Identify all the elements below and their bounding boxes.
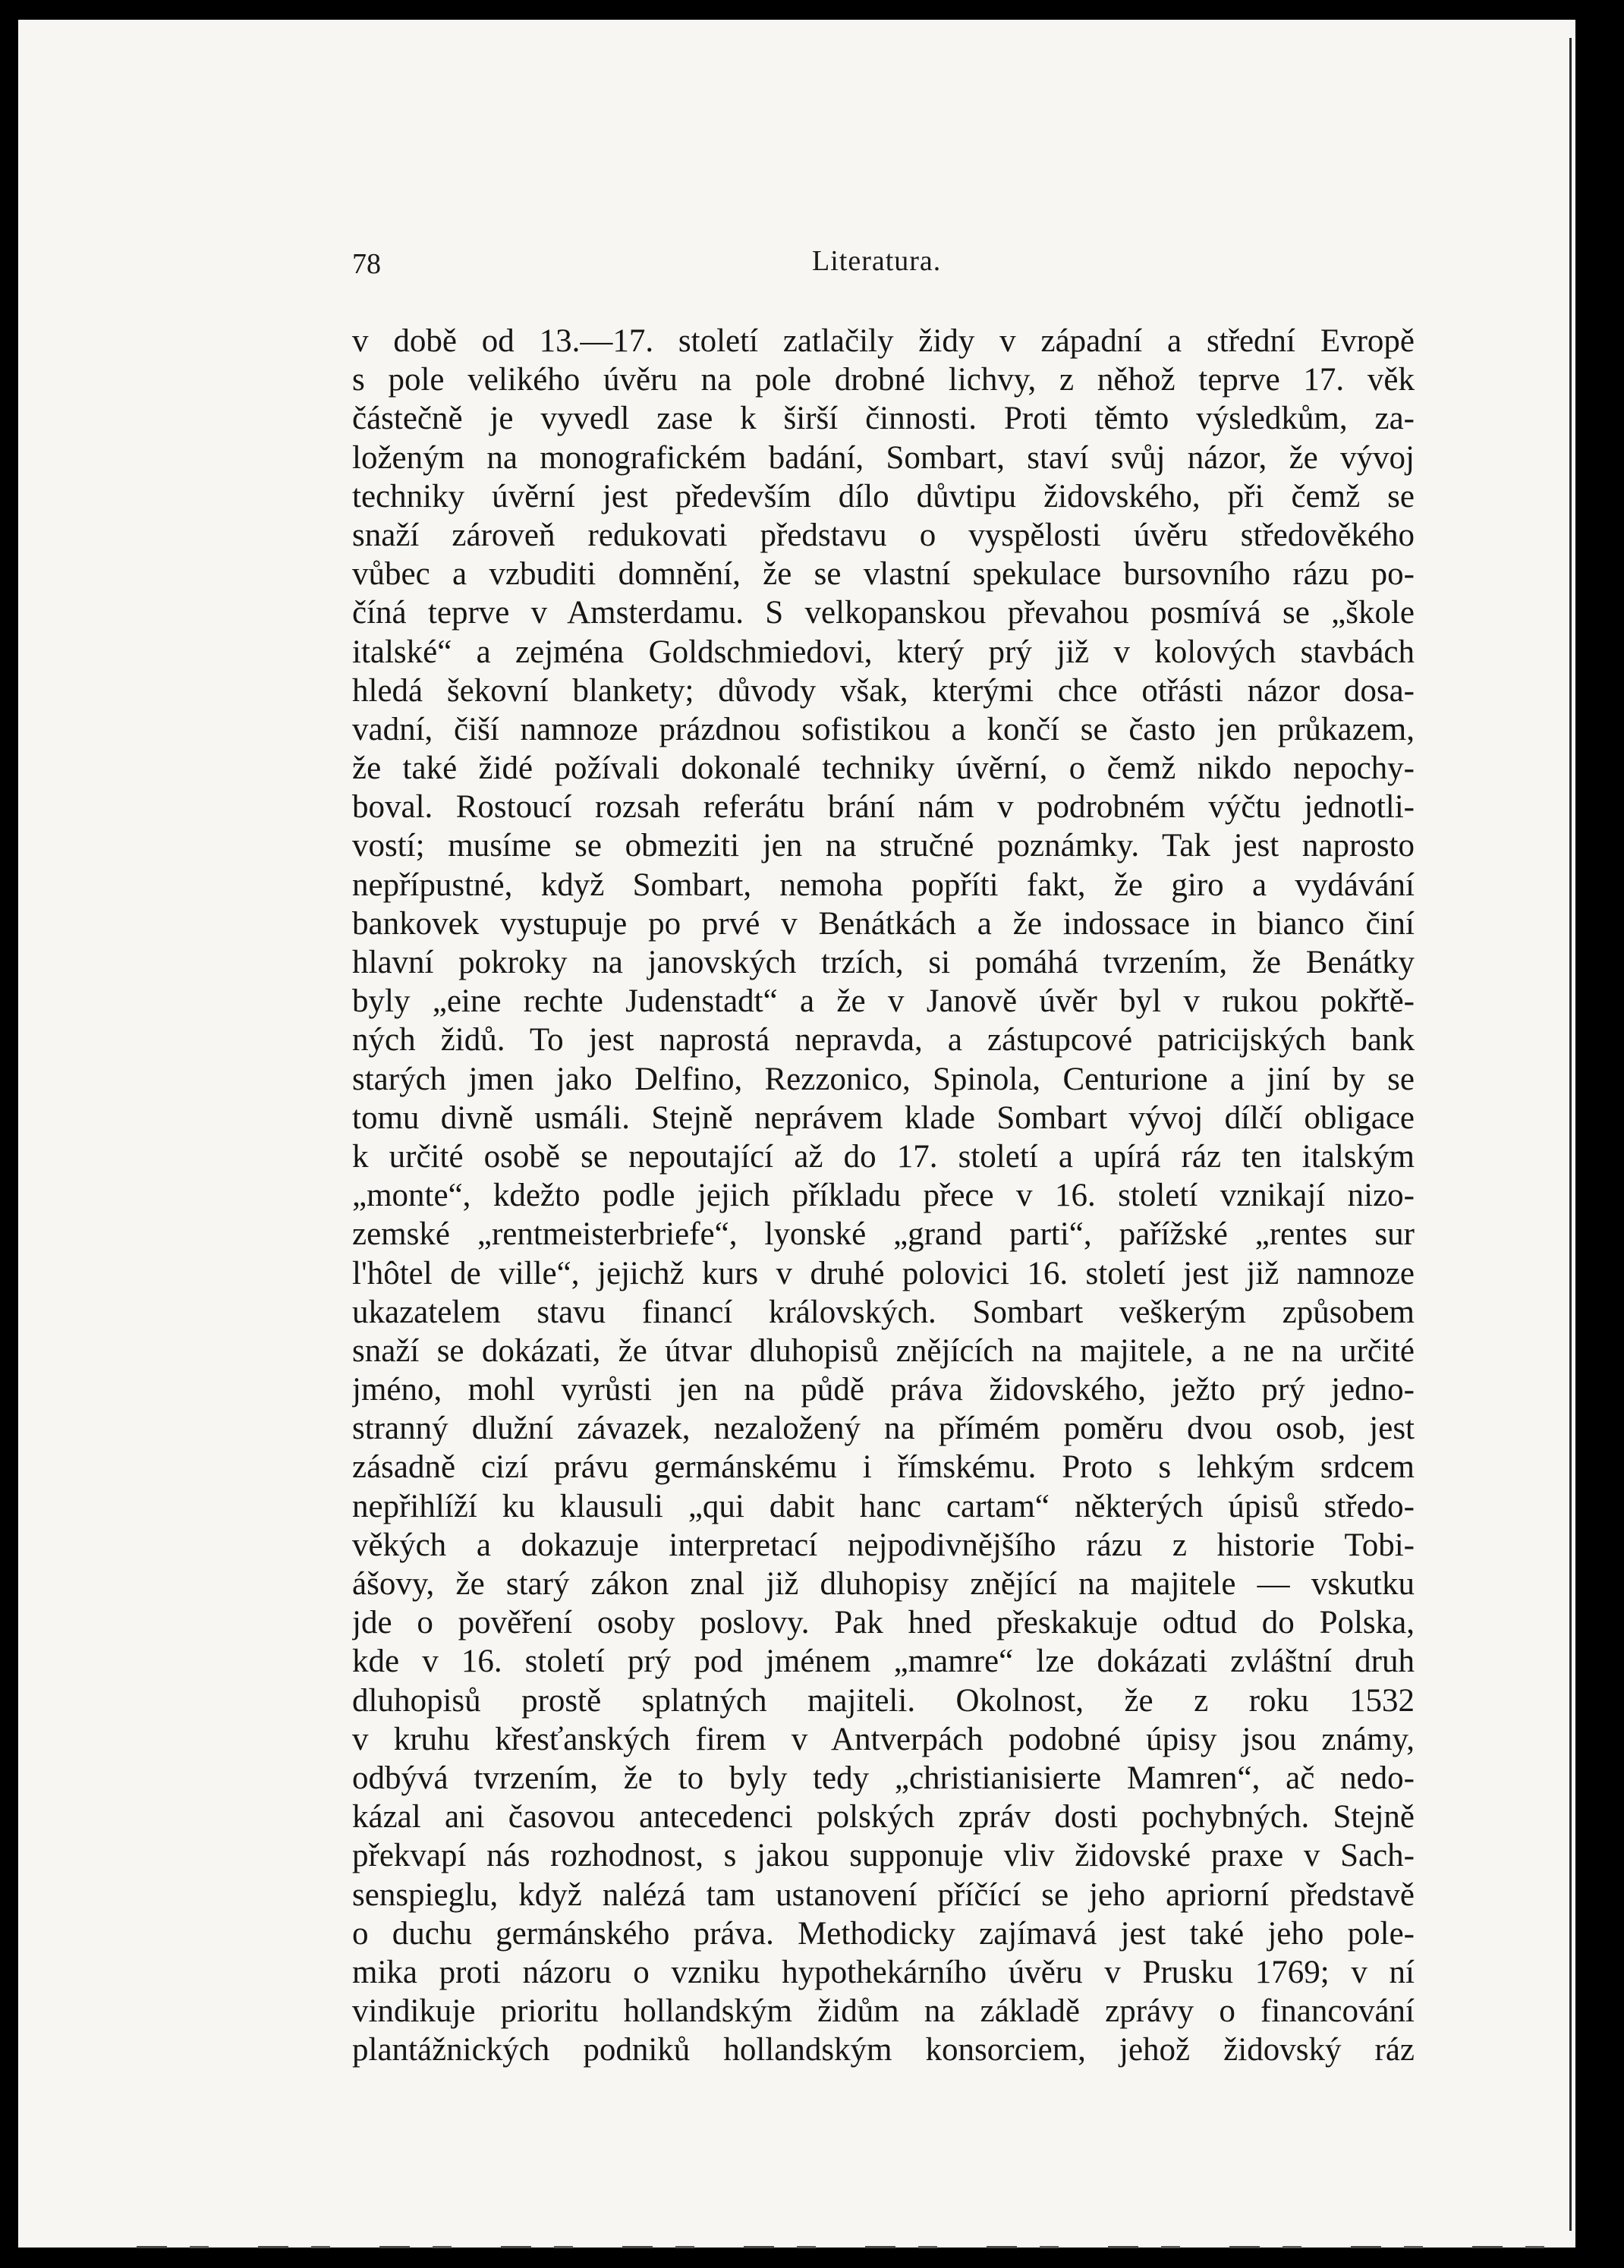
page-header [352,244,1415,290]
text-line: byly „eine rechte Judenstadt“ a že v Janově úvěr byl v rukou pokřtě- [352,983,1415,1020]
text-line: vostí; musíme se obmeziti jen na stručné poznámky. Tak jest naprosto [352,828,1415,864]
text-line: s pole velikého úvěru na pole drobné lichvy, z něhož teprve 17. věk [352,362,1415,398]
text-line: tomu divně usmáli. Stejně neprávem klade Sombart vývoj dílčí obligace [352,1099,1415,1136]
text-line: l'hôtel de ville“, jejichž kurs v druhé polovici 16. století jest již namnoze [352,1255,1415,1291]
text-line: že také židé požívali dokonalé techniky úvěrní, o čemž nikdo nepochy- [352,750,1415,787]
text-line: kde v 16. století prý pod jménem „mamre“ lze dokázati zvláštní druh [352,1644,1415,1680]
page-number: 78 [352,248,381,280]
text-line: jméno, mohl vyrůsti jen na půdě práva židovského, ježto prý jedno- [352,1372,1415,1408]
text-line: částečně je vyvedl zase k širší činnosti. Proti těmto výsledkům, za- [352,401,1415,437]
text-line: ášovy, že starý zákon znal již dluhopisy znějící na majitele — vskutku [352,1566,1415,1602]
text-line: starých jmen jako Delfino, Rezzonico, Spinola, Centurione a jiní by se [352,1061,1415,1097]
text-line: zásadně cizí právu germánskému i římskému. Proto s lehkým srdcem [352,1449,1415,1486]
text-line: ných židů. To jest naprostá nepravda, a zástupcové patricijských bank [352,1022,1415,1059]
running-title: Literatura. [812,245,942,277]
text-line: snaží zároveň redukovati představu o vyspělosti úvěru středověkého [352,517,1415,553]
text-line: odbývá tvrzením, že to byly tedy „christianisierte Mamren“, ač nedo- [352,1760,1415,1796]
text-line: číná teprve v Amsterdamu. S velkopanskou převahou posmívá se „škole [352,595,1415,631]
body-text [352,322,1415,2069]
text-line: jde o pověření osoby poslovy. Pak hned přeskakuje odtud do Polska, [352,1605,1415,1641]
text-line: boval. Rostoucí rozsah referátu brání nám v podrobném výčtu jednotli- [352,789,1415,826]
text-line: bankovek vystupuje po prvé v Benátkách a že indossace in bianco činí [352,905,1415,942]
text-line: loženým na monografickém badání, Sombart, staví svůj názor, že vývoj [352,439,1415,476]
scan-bottom-edge [137,2246,1563,2248]
text-line: snaží se dokázati, že útvar dluhopisů znějících na majitele, a ne na určité [352,1332,1415,1369]
text-line: k určité osobě se nepoutající až do 17. století a upírá ráz ten italským [352,1138,1415,1175]
text-line: stranný dlužní závazek, nezaložený na přímém poměru dvou osob, jest [352,1411,1415,1447]
text-line: v kruhu křesťanských firem v Antverpách podobné úpisy jsou známy, [352,1721,1415,1757]
text-line: dluhopisů prostě splatných majiteli. Okolnost, že z roku 1532 [352,1682,1415,1719]
text-line: vůbec a vzbuditi domnění, že se vlastní spekulace bursovního rázu po- [352,556,1415,593]
text-line: o duchu germánského práva. Methodicky zajímavá jest také jeho pole- [352,1915,1415,1952]
text-line: techniky úvěrní jest především dílo důvtipu židovského, při čemž se [352,478,1415,514]
text-line: hlavní pokroky na janovských trzích, si pomáhá tvrzením, že Benátky [352,945,1415,980]
text-line: hledá šekovní blankety; důvody však, kterými chce otřásti názor dosa- [352,672,1415,709]
text-line: překvapí nás rozhodnost, s jakou supponuje vliv židovské praxe v Sach- [352,1838,1415,1874]
text-line: nepřípustné, když Sombart, nemoha popříti fakt, že giro a vydávání [352,867,1415,903]
text-line: ukazatelem stavu financí královských. Sombart veškerým způsobem [352,1294,1415,1330]
text-line: plantážnických podniků hollandským konsorciem, jehož židovský ráz [352,2032,1415,2068]
text-line: senspieglu, když nalézá tam ustanovení příčící se jeho apriorní představě [352,1876,1415,1913]
text-line: v době od 13.—17. století zatlačily židy v západní a střední Evropě [352,323,1415,359]
text-line: věkých a dokazuje interpretací nejpodivnějšího rázu z historie Tobi- [352,1527,1415,1563]
text-line: kázal ani časovou antecedenci polských zpráv dosti pochybných. Stejně [352,1799,1415,1835]
text-line: vindikuje prioritu hollandským židům na základě zprávy o financování [352,1993,1415,2030]
text-line: mika proti názoru o vzniku hypothekárního úvěru v Prusku 1769; v ní [352,1954,1415,1990]
text-line: „monte“, kdežto podle jejich příkladu přece v 16. století vznikají nizo- [352,1178,1415,1214]
text-line: nepřihlíží ku klausuli „qui dabit hanc cartam“ některých úpisů středo- [352,1488,1415,1524]
page-edge-rule [1569,38,1572,2231]
text-line: zemské „rentmeisterbriefe“, lyonské „grand parti“, pařížské „rentes sur [352,1216,1415,1253]
text-line: vadní, čiší namnoze prázdnou sofistikou a končí se často jen průkazem, [352,711,1415,747]
text-line: italské“ a zejména Goldschmiedovi, který prý již v kolových stavbách [352,634,1415,670]
